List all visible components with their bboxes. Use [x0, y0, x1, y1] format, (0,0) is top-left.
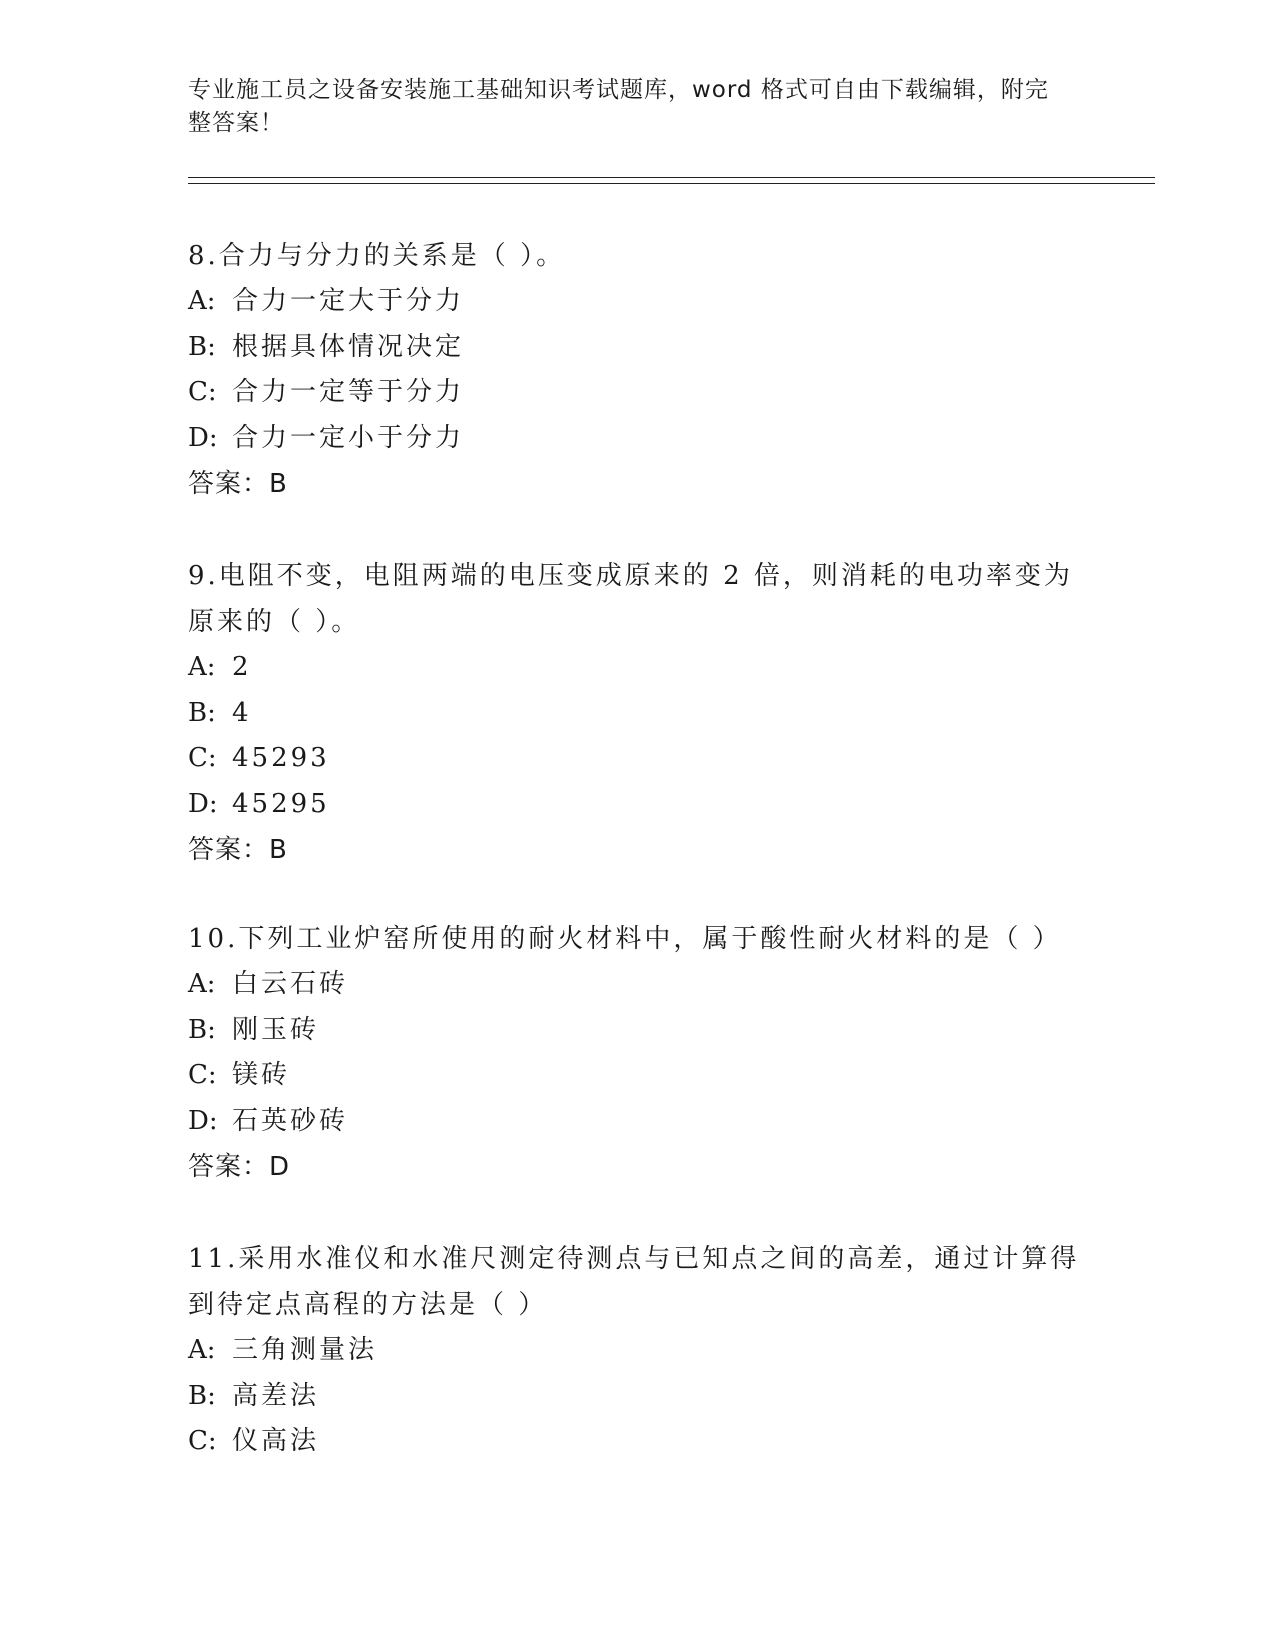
- question-stem: 9.电阻不变，电阻两端的电压变成原来的 2 倍，则消耗的电功率变为原来的（ ）。: [188, 561, 1073, 637]
- question-stem: 11.采用水准仪和水准尺测定待测点与已知点之间的高差，通过计算得到待定点高程的方法是（ ）: [188, 1244, 1080, 1320]
- option-key: D:: [188, 788, 218, 819]
- option-text: 2: [232, 652, 252, 682]
- option-b: [188, 325, 1088, 371]
- option-text: 镁砖: [232, 1060, 291, 1090]
- question-8: [188, 233, 1088, 507]
- option-key: C:: [188, 377, 217, 407]
- option-a: [188, 279, 1088, 325]
- option-key: B:: [188, 697, 216, 728]
- option-key: C:: [188, 1060, 217, 1090]
- option-text: 合力一定小于分力: [232, 422, 465, 453]
- option-text: 合力一定大于分力: [232, 286, 465, 316]
- option-key: C:: [188, 743, 217, 773]
- option-key: C:: [188, 1426, 217, 1456]
- option-c: [188, 1419, 1088, 1465]
- option-text: 45293: [232, 743, 330, 773]
- option-text: 刚玉砖: [232, 1014, 320, 1045]
- option-key: A:: [188, 969, 216, 999]
- option-b: [188, 1374, 1088, 1420]
- option-c: [188, 370, 1088, 416]
- option-b: [188, 691, 1088, 737]
- header-divider-top: [188, 177, 1155, 178]
- option-key: A:: [188, 652, 216, 682]
- answer-line: 答案：B: [188, 469, 288, 499]
- header-divider-bottom: [188, 183, 1155, 184]
- question-stem: 8.合力与分力的关系是（ ）。: [188, 241, 566, 271]
- option-text: 石英砂砖: [232, 1105, 349, 1136]
- option-a: [188, 1328, 1088, 1374]
- answer-line: 答案：D: [188, 1152, 291, 1182]
- option-text: 仪高法: [232, 1426, 320, 1456]
- option-key: B:: [188, 1380, 216, 1411]
- option-text: 45295: [232, 788, 330, 819]
- document-header: 专业施工员之设备安装施工基础知识考试题库，word 格式可自由下载编辑，附完整答案！: [188, 77, 1049, 136]
- option-text: 高差法: [232, 1380, 320, 1411]
- option-d: [188, 1099, 1088, 1145]
- option-c: [188, 736, 1088, 782]
- option-c: [188, 1053, 1088, 1099]
- option-text: 三角测量法: [232, 1335, 378, 1365]
- question-stem: 10.下列工业炉窑所使用的耐火材料中，属于酸性耐火材料的是（ ）: [188, 924, 1062, 954]
- option-text: 白云石砖: [232, 969, 349, 999]
- question-10: [188, 916, 1088, 1190]
- option-key: A:: [188, 286, 216, 316]
- answer-line: 答案：B: [188, 835, 288, 865]
- option-a: [188, 645, 1088, 691]
- option-text: 合力一定等于分力: [232, 377, 465, 407]
- option-text: 根据具体情况决定: [232, 331, 465, 362]
- question-9: [188, 553, 1088, 873]
- option-key: B:: [188, 331, 216, 362]
- option-key: B:: [188, 1014, 216, 1045]
- option-key: D:: [188, 1105, 218, 1136]
- option-text: 4: [232, 697, 252, 728]
- option-d: [188, 782, 1088, 828]
- question-11: [188, 1236, 1088, 1465]
- option-key: A:: [188, 1335, 216, 1365]
- option-key: D:: [188, 422, 218, 453]
- option-b: [188, 1008, 1088, 1054]
- option-d: [188, 416, 1088, 462]
- option-a: [188, 962, 1088, 1008]
